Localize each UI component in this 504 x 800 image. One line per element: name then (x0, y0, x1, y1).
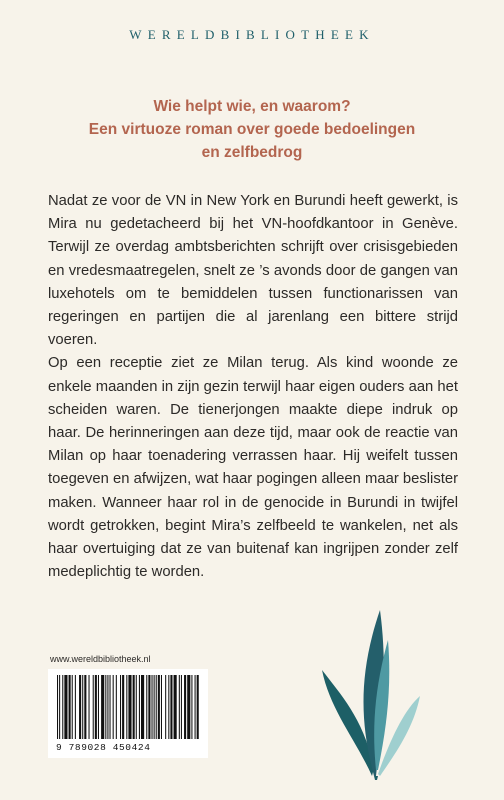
barcode-bar (89, 675, 90, 739)
publisher-website: www.wereldbibliotheek.nl (50, 654, 151, 664)
barcode-bar (107, 675, 108, 739)
barcode-bar (120, 675, 121, 739)
barcode-bar (174, 675, 177, 739)
barcode-bar (59, 675, 60, 739)
barcode-bar (165, 675, 166, 739)
barcode-bar (101, 675, 104, 739)
barcode-bar (82, 675, 83, 739)
isbn-barcode (48, 669, 208, 758)
tagline (0, 95, 504, 164)
barcode-bar (122, 675, 124, 739)
barcode-bars (55, 675, 201, 741)
barcode-bar (116, 675, 117, 739)
barcode-bar (156, 675, 157, 739)
publisher-name: WERELDBIBLIOTHEEK (129, 27, 375, 42)
leaf-stem (374, 776, 378, 780)
back-cover-blurb (48, 190, 458, 584)
barcode-bar (133, 675, 135, 739)
blurb-paragraph-2: Op een receptie ziet ze Milan terug. Als kind woonde ze enkele maanden in zijn gezin terwijl haar eigen ouders aan het scheiden waren. De tienerjongen maakte diepe indruk op haar. De herinneringen aan deze tijd, maar ook de reactie van Milan op haar toenadering verrassen haar. Hij weifelt tussen toegeven en afwijzen, wat haar pogingen alleen maar beslister maken. Wanneer haar rol in de genocide in Burundi in twijfel wordt getrokken, begint Mira’s zelfbeeld te wankelen, net als haar overtuiging dat ze van buitenaf kan ingrijpen zonder zelf medeplichtig te worden. (48, 355, 458, 581)
tagline-line-3: en zelfbedrog (201, 144, 303, 161)
barcode-bar (181, 675, 182, 739)
barcode-bar (154, 675, 155, 739)
barcode-bar (191, 675, 192, 739)
barcode-bar (136, 675, 137, 739)
barcode-bar (195, 675, 196, 739)
barcode-bar (197, 675, 199, 739)
barcode-bar (126, 675, 127, 739)
leaves-logo-icon (316, 600, 426, 780)
tagline-line-2: Een virtuoze roman over goede bedoelingen (88, 121, 416, 138)
barcode-bar (148, 675, 150, 739)
barcode-bar (141, 675, 144, 739)
barcode-bar (113, 675, 114, 739)
barcode-bar (110, 675, 111, 739)
barcode-bar (75, 675, 76, 739)
barcode-bar (161, 675, 162, 739)
barcode-bar (93, 675, 94, 739)
barcode-bar (158, 675, 160, 739)
barcode-bar (79, 675, 81, 739)
barcode-bar (98, 675, 99, 739)
barcode-bar (170, 675, 172, 739)
barcode-bar (84, 675, 86, 739)
barcode-bar (179, 675, 180, 739)
tagline-line-1: Wie helpt wie, en waarom? (153, 98, 351, 115)
barcode-bar (105, 675, 106, 739)
barcode-bar (187, 675, 190, 739)
barcode-bar (64, 675, 67, 739)
barcode-bar (168, 675, 169, 739)
barcode-bar (72, 675, 73, 739)
barcode-bar (146, 675, 147, 739)
barcode-bar (57, 675, 58, 739)
barcode-bar (95, 675, 97, 739)
isbn-digits: 9 789028 450424 (56, 742, 151, 753)
barcode-bar (139, 675, 140, 739)
barcode-bar (152, 675, 153, 739)
blurb-paragraph-1: Nadat ze voor de VN in New York en Burundi heeft gewerkt, is Mira nu gedetacheerd bij het VN-hoofdkantoor in Genève. Terwijl ze overdag ambtsberichten schrijft over crisisgebieden en vredesmaatregelen, snelt ze ’s avonds door de gangen van luxehotels om te bemiddelen tussen functionarissen van regeringen en partijen die al jarenlang een bittere strijd voeren. (48, 193, 458, 349)
barcode-bar (128, 675, 131, 739)
barcode-bar (69, 675, 71, 739)
barcode-bar (62, 675, 63, 739)
barcode-bar (184, 675, 186, 739)
